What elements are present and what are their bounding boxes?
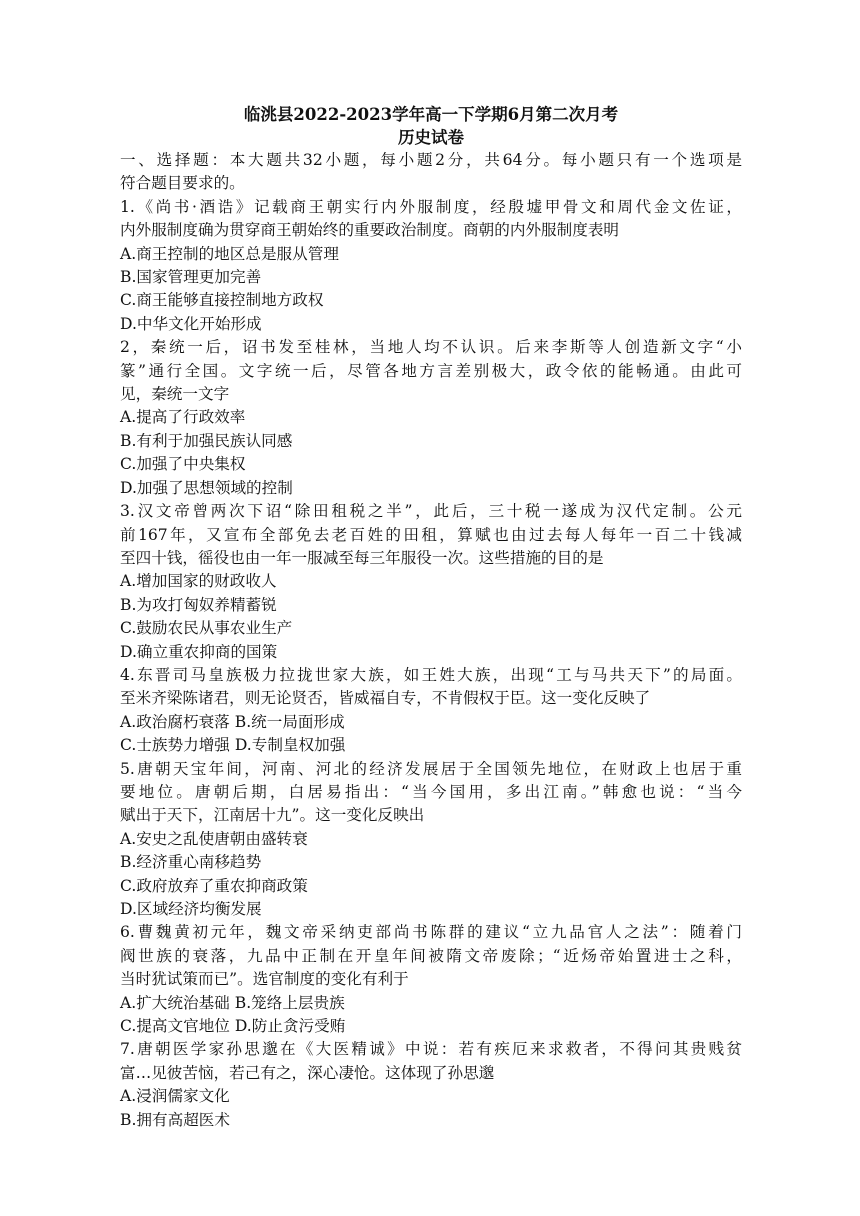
text-line: 见，秦统一文字 [120, 385, 230, 404]
text-line: 至四十钱，徭役也由一年一服减至每三年服役一次。这些措施的目的是 [120, 548, 604, 567]
text-line: 4.东晋司马皇族极力拉拢世家大族，如王姓大族，出现“工与马共天下”的局面。 [120, 665, 742, 684]
text-line: A.增加国家的财政收人 [120, 572, 277, 591]
text-line: C.商王能够直接控制地方政权 [120, 291, 324, 310]
exam-page [120, 103, 742, 1132]
text-line: 2，秦统一后，诏书发至桂林，当地人均不认识。后来李斯等人创造新文字“小 [120, 338, 742, 357]
text-line: C.鼓励农民从事农业生产 [120, 619, 293, 638]
text-line: 要地位。唐朝后期，白居易指出：“当今国用，多出江南。”韩愈也说：“当今 [120, 782, 742, 801]
text-line: C.提高文官地位 D.防止贪污受贿 [120, 1017, 346, 1036]
text-line: B.经济重心南移趋势 [120, 853, 262, 872]
text-line: 符合题目要求的。 [120, 174, 245, 193]
text-line: 3.汉文帝曾两次下诏“除田租税之半”，此后，三十税一遂成为汉代定制。公元 [120, 502, 742, 521]
text-line: 当时犹试策而已”。选官制度的变化有利于 [120, 970, 409, 989]
text-line: D.中华文化开始形成 [120, 314, 262, 333]
text-line: 内外服制度确为贯穿商王朝始终的重要政治制度。商朝的内外服制度表明 [120, 221, 620, 240]
text-line: C.加强了中央集权 [120, 455, 246, 474]
text-line: D.加强了思想领域的控制 [120, 478, 293, 497]
text-line: B.为攻打匈奴养精蓄锐 [120, 595, 277, 614]
text-line: B.拥有高超医术 [120, 1110, 230, 1129]
text-line: 赋出于天下，江南居十九”。这一变化反映出 [120, 806, 425, 825]
text-line: 5.唐朝天宝年间，河南、河北的经济发展居于全国领先地位，在财政上也居于重 [120, 759, 742, 778]
text-line: C.政府放弃了重农抑商政策 [120, 876, 308, 895]
exam-subtitle: 历史试卷 [398, 128, 464, 147]
text-line: B.有利于加强民族认同感 [120, 431, 293, 450]
text-line: A.安史之乱使唐朝由盛转衰 [120, 829, 308, 848]
text-line: 6.曹魏黄初元年，魏文帝采纳吏部尚书陈群的建议“立九品官人之法”：随着门 [120, 923, 742, 942]
exam-body [120, 149, 742, 1132]
text-line: 前167年，又宣布全部免去老百姓的田租，算赋也由过去每人每年一百二十钱减 [120, 525, 742, 544]
text-line: 阀世族的衰落，九品中正制在开皇年间被隋文帝废除；“近炀帝始置进士之科， [120, 946, 742, 965]
text-line: D.区域经济均衡发展 [120, 900, 262, 918]
text-line: C.士族势力增强 D.专制皇权加强 [120, 736, 346, 755]
text-line: 富…见彼苦恼，若己有之，深心凄怆。这体现了孙思邈 [120, 1063, 495, 1082]
text-line: 一、选择题：本大题共32小题，每小题2分，共64分。每小题只有一个选项是 [120, 151, 742, 169]
exam-title: 临洮县2022-2023学年高一下学期6月第二次月考 [243, 105, 619, 124]
text-line: A.提高了行政效率 [120, 408, 246, 427]
text-line: A.浸润儒家文化 [120, 1087, 230, 1106]
text-line: A.政治腐朽衰落 B.统一局面形成 [120, 712, 345, 731]
text-line: 至米齐梁陈诸君，则无论贤否，皆威福自专，不肯假权于臣。这一变化反映了 [120, 689, 651, 708]
text-line: 1.《尚书·酒诰》记载商王朝实行内外服制度，经殷墟甲骨文和周代金文佐证， [120, 197, 742, 216]
text-line: 7.唐朝医学家孙思邈在《大医精诚》中说：若有疾厄来求救者，不得问其贵贱贫 [120, 1040, 742, 1059]
text-line: 篆”通行全国。文字统一后，尽管各地方言差别极大，政令依的能畅通。由此可 [120, 361, 742, 380]
text-line: B.国家管理更加完善 [120, 268, 262, 287]
text-line: A.商王控制的地区总是服从管理 [120, 244, 339, 263]
text-line: D.确立重农抑商的国策 [120, 642, 278, 661]
text-line: A.扩大统治基础 B.笼络上层贵族 [120, 993, 345, 1012]
